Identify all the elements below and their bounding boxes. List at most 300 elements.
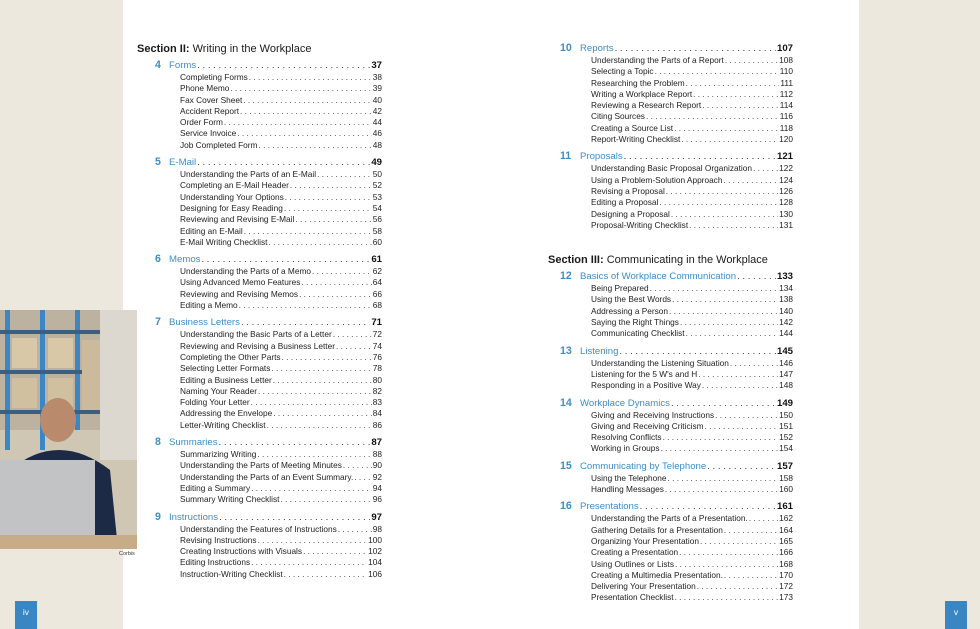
- dot-leader: [724, 570, 778, 581]
- toc-entry[interactable]: [591, 570, 793, 581]
- dot-leader: [700, 536, 778, 547]
- chapter-page-number: 121: [776, 151, 793, 163]
- section-prefix: Section II:: [137, 43, 190, 55]
- toc-entry[interactable]: [591, 536, 793, 547]
- dot-leader: [354, 472, 372, 483]
- chapter-heading[interactable]: [155, 156, 382, 169]
- dot-leader: [284, 569, 367, 580]
- toc-entry[interactable]: [180, 524, 382, 535]
- toc-entry[interactable]: [180, 557, 382, 568]
- entry-title: Creating a Multimedia Presentation.: [591, 569, 723, 580]
- toc-entry[interactable]: [591, 410, 793, 421]
- toc-entry[interactable]: [591, 220, 793, 231]
- dot-leader: [671, 209, 778, 220]
- dot-leader: [615, 42, 776, 55]
- entry-page-number: 118: [779, 122, 793, 133]
- photo-credit: Corbis: [119, 551, 135, 557]
- entry-page-number: 60: [372, 236, 382, 247]
- entry-title: Addressing the Envelope: [180, 408, 273, 419]
- toc-entry[interactable]: [180, 329, 382, 340]
- entry-title: Understanding the Basic Parts of a Letter: [180, 329, 332, 340]
- toc-entry[interactable]: [180, 460, 382, 471]
- entry-title: Reviewing a Research Report: [591, 100, 702, 111]
- dot-leader: [715, 410, 778, 421]
- entry-title: Service Invoice: [180, 128, 237, 139]
- entry-title: Accident Report: [180, 105, 240, 116]
- chapter-12: [548, 270, 793, 339]
- dot-leader: [681, 134, 778, 145]
- entry-title: Addressing a Person: [591, 305, 669, 316]
- dot-leader: [753, 163, 778, 174]
- entry-page-number: 142: [779, 317, 793, 328]
- entry-page-number: 126: [779, 185, 793, 196]
- entry-title: Designing for Easy Reading: [180, 202, 283, 213]
- dot-leader: [267, 420, 372, 431]
- toc-entry[interactable]: [591, 175, 793, 186]
- entry-title: Understanding the Features of Instructions: [180, 523, 337, 534]
- dot-leader: [301, 277, 371, 288]
- entry-title: Resolving Conflicts: [591, 432, 662, 443]
- chapter-title[interactable]: Basics of Workplace Communication: [580, 271, 737, 283]
- entry-page-number: 94: [372, 482, 382, 493]
- chapter-8: [137, 436, 382, 505]
- toc-entry[interactable]: [180, 83, 382, 94]
- page-number-right: v: [945, 601, 967, 629]
- chapter-number: 7: [155, 316, 161, 329]
- dot-leader: [666, 186, 778, 197]
- chapter-14: [548, 397, 793, 455]
- entry-page-number: 50: [372, 169, 382, 180]
- chapter-number: 4: [155, 59, 161, 71]
- entry-title: Editing a Proposal: [591, 197, 659, 208]
- toc-entry[interactable]: [591, 473, 793, 484]
- entry-page-number: 106: [368, 568, 382, 579]
- entry-page-number: 144: [779, 328, 793, 339]
- toc-entry[interactable]: [591, 317, 793, 328]
- entry-page-number: 150: [779, 409, 793, 420]
- chapter-title[interactable]: Listening: [580, 345, 619, 357]
- toc-entry[interactable]: [591, 547, 793, 558]
- dot-leader: [303, 546, 367, 557]
- chapter-heading[interactable]: [560, 345, 793, 358]
- entry-page-number: 48: [372, 139, 382, 150]
- chapter-13: [548, 345, 793, 392]
- entry-title: E-Mail Writing Checklist: [180, 236, 268, 247]
- toc-entry[interactable]: [180, 95, 382, 106]
- chapter-heading[interactable]: [155, 436, 382, 449]
- dot-leader: [689, 220, 778, 231]
- toc-entry[interactable]: [591, 306, 793, 317]
- entry-page-number: 152: [779, 432, 793, 443]
- dot-leader: [251, 397, 372, 408]
- toc-entry[interactable]: [591, 484, 793, 495]
- toc-entry[interactable]: [180, 386, 382, 397]
- chapter-heading[interactable]: [560, 150, 793, 163]
- entry-title: Communicating Checklist: [591, 328, 685, 339]
- chapter-number: 15: [560, 459, 572, 472]
- entry-title: Understanding Basic Proposal Organization: [591, 163, 752, 174]
- toc-entry[interactable]: [180, 472, 382, 483]
- toc-entry[interactable]: [180, 72, 382, 83]
- dot-leader: [282, 352, 372, 363]
- entry-title: Saying the Right Things: [591, 317, 679, 328]
- toc-entry[interactable]: [591, 134, 793, 145]
- chapter-title[interactable]: Business Letters: [169, 317, 240, 329]
- chapter-number: 6: [155, 253, 161, 266]
- entry-title: Phone Memo: [180, 83, 230, 94]
- entry-title: Revising Instructions: [180, 534, 257, 545]
- toc-entry[interactable]: [591, 328, 793, 339]
- toc-entry[interactable]: [180, 397, 382, 408]
- entry-page-number: 62: [372, 266, 382, 277]
- chapter-9: [137, 511, 382, 580]
- chapter-heading[interactable]: [560, 500, 793, 513]
- toc-entry[interactable]: [591, 66, 793, 77]
- toc-entry[interactable]: [180, 106, 382, 117]
- entry-title: Giving and Receiving Instructions: [591, 409, 715, 420]
- entry-page-number: 54: [372, 202, 382, 213]
- toc-entry[interactable]: [591, 186, 793, 197]
- entry-page-number: 160: [779, 484, 793, 495]
- chapter-heading[interactable]: [155, 253, 382, 266]
- entry-title: Presentation Checklist: [591, 592, 674, 603]
- chapter-number: 8: [155, 436, 161, 449]
- toc-entry[interactable]: [180, 203, 382, 214]
- entry-page-number: 78: [372, 363, 382, 374]
- toc-entry[interactable]: [591, 559, 793, 570]
- chapter-page-number: 37: [371, 60, 382, 71]
- toc-entry[interactable]: [591, 294, 793, 305]
- section-title: Communicating in the Workplace: [606, 254, 768, 267]
- toc-entry[interactable]: [591, 513, 793, 524]
- chapter-heading[interactable]: [155, 511, 382, 524]
- entry-title: Listening for the 5 W's and H: [591, 368, 698, 379]
- chapter-number: 16: [560, 500, 572, 513]
- entry-page-number: 74: [372, 340, 382, 351]
- dot-leader: [686, 78, 780, 89]
- dot-leader: [674, 123, 779, 134]
- entry-page-number: 82: [372, 385, 382, 396]
- chapter-number: 9: [155, 510, 161, 523]
- entry-page-number: 104: [368, 557, 382, 568]
- toc-entry[interactable]: [180, 363, 382, 374]
- entry-page-number: 44: [372, 117, 382, 128]
- toc-entry[interactable]: [180, 408, 382, 419]
- entry-title: Understanding Your Options: [180, 191, 284, 202]
- entry-page-number: 131: [779, 219, 793, 230]
- entry-title: Reviewing and Revising Memos: [180, 288, 299, 299]
- dot-leader: [240, 106, 372, 117]
- entry-title: Citing Sources: [591, 111, 645, 122]
- toc-entry[interactable]: [591, 78, 793, 89]
- entry-title: Editing a Business Letter: [180, 374, 272, 385]
- toc-entry[interactable]: [180, 214, 382, 225]
- toc-entry[interactable]: [591, 89, 793, 100]
- chapter-title[interactable]: Forms: [169, 60, 197, 71]
- chapter-heading[interactable]: [560, 42, 793, 55]
- chapter-list: [137, 59, 382, 580]
- entry-title: Creating a Presentation: [591, 547, 679, 558]
- entry-page-number: 80: [372, 374, 382, 385]
- chapter-15: [548, 460, 793, 496]
- toc-entry[interactable]: [591, 55, 793, 66]
- toc-entry[interactable]: [180, 483, 382, 494]
- dot-leader: [197, 59, 370, 72]
- entry-page-number: 53: [372, 191, 382, 202]
- chapter-heading[interactable]: [560, 270, 793, 283]
- dot-leader: [243, 95, 372, 106]
- entry-title: Summary Writing Checklist: [180, 494, 280, 505]
- entry-page-number: 124: [779, 174, 793, 185]
- chapter-number: 13: [560, 344, 572, 357]
- toc-entry[interactable]: [180, 375, 382, 386]
- entry-title: Being Prepared: [591, 283, 649, 294]
- chapter-heading[interactable]: [560, 460, 793, 473]
- entry-page-number: 90: [372, 460, 382, 471]
- dot-leader: [257, 449, 371, 460]
- toc-entry[interactable]: [591, 525, 793, 536]
- section-heading-ii: [137, 42, 382, 56]
- toc-entry[interactable]: [180, 237, 382, 248]
- dot-leader: [705, 421, 779, 432]
- entry-title: Using Outlines or Lists: [591, 558, 675, 569]
- toc-entry[interactable]: [180, 192, 382, 203]
- entry-page-number: 168: [779, 558, 793, 569]
- toc-entry[interactable]: [180, 546, 382, 557]
- toc-entry[interactable]: [591, 592, 793, 603]
- entry-page-number: 112: [779, 88, 793, 99]
- section-title: Writing in the Workplace: [192, 43, 312, 55]
- dot-leader: [702, 100, 779, 111]
- entry-page-number: 100: [368, 534, 382, 545]
- toc-entry[interactable]: [591, 443, 793, 454]
- entry-title: Reviewing and Revising a Business Letter: [180, 340, 335, 351]
- section-spacer: [548, 236, 793, 253]
- dot-leader: [702, 380, 778, 391]
- entry-page-number: 111: [780, 77, 793, 88]
- toc-entry[interactable]: [180, 535, 382, 546]
- dot-leader: [675, 559, 778, 570]
- entry-title: Proposal-Writing Checklist: [591, 219, 689, 230]
- entry-page-number: 46: [372, 128, 382, 139]
- entry-title: Fax Cover Sheet: [180, 94, 243, 105]
- entry-title: Editing Instructions: [180, 557, 251, 568]
- dot-leader: [268, 237, 371, 248]
- toc-entry[interactable]: [180, 128, 382, 139]
- entry-title: Completing Forms: [180, 72, 248, 82]
- toc-entry[interactable]: [180, 180, 382, 191]
- toc-entry[interactable]: [180, 420, 382, 431]
- chapter-7: [137, 316, 382, 431]
- entry-title: Understanding the Parts of an Event Summary.: [180, 471, 354, 482]
- entry-page-number: 146: [779, 357, 793, 368]
- entry-title: Editing a Summary: [180, 482, 251, 493]
- chapter-title[interactable]: Proposals: [580, 151, 623, 163]
- dot-leader: [317, 169, 372, 180]
- dot-leader: [724, 525, 778, 536]
- dot-leader: [671, 397, 776, 410]
- chapter-list: [548, 270, 793, 604]
- chapter-list: [548, 42, 793, 231]
- toc-entry[interactable]: [591, 421, 793, 432]
- toc-entry[interactable]: [180, 169, 382, 180]
- entry-page-number: 148: [779, 380, 793, 391]
- toc-entry[interactable]: [180, 277, 382, 288]
- toc-entry[interactable]: [180, 494, 382, 505]
- entry-page-number: 102: [368, 546, 382, 557]
- dot-leader: [693, 89, 779, 100]
- entry-page-number: 154: [779, 443, 793, 454]
- dot-leader: [201, 253, 370, 266]
- toc-entry[interactable]: [180, 117, 382, 128]
- entry-title: Using the Telephone: [591, 472, 667, 483]
- toc-entry[interactable]: [180, 266, 382, 277]
- entry-title: Order Form: [180, 117, 223, 128]
- dot-leader: [668, 473, 779, 484]
- entry-page-number: 158: [779, 472, 793, 483]
- entry-page-number: 147: [779, 368, 793, 379]
- dot-leader: [663, 432, 779, 443]
- chapter-title[interactable]: Memos: [169, 254, 201, 266]
- chapter-title[interactable]: E-Mail: [169, 157, 197, 169]
- dot-leader: [299, 289, 372, 300]
- chapter-10: [548, 42, 793, 145]
- entry-page-number: 66: [372, 288, 382, 299]
- dot-leader: [251, 557, 367, 568]
- dot-leader: [258, 386, 372, 397]
- chapter-heading[interactable]: [560, 397, 793, 410]
- dot-leader: [686, 328, 779, 339]
- entry-page-number: 140: [779, 305, 793, 316]
- toc-entry[interactable]: [591, 111, 793, 122]
- dot-leader: [659, 197, 778, 208]
- entry-title: Creating a Source List: [591, 122, 674, 133]
- toc-entry[interactable]: [591, 581, 793, 592]
- chapter-page-number: 87: [371, 437, 382, 449]
- toc-entry[interactable]: [180, 352, 382, 363]
- toc-entry[interactable]: [591, 432, 793, 443]
- toc-entry[interactable]: [180, 569, 382, 580]
- dot-leader: [230, 83, 371, 94]
- toc-entry[interactable]: [180, 226, 382, 237]
- entry-page-number: 165: [779, 535, 793, 546]
- entry-title: Editing an E-Mail: [180, 225, 243, 236]
- chapter-heading[interactable]: [155, 59, 382, 72]
- entry-title: Using the Best Words: [591, 294, 672, 305]
- entry-title: Selecting Letter Formats: [180, 363, 271, 374]
- entry-title: Selecting a Topic: [591, 66, 654, 77]
- entry-page-number: 96: [372, 494, 382, 505]
- entry-page-number: 151: [779, 420, 793, 431]
- entry-title: Reviewing and Revising E-Mail: [180, 214, 295, 225]
- toc-entry[interactable]: [591, 163, 793, 174]
- chapter-title[interactable]: Summaries: [169, 437, 218, 449]
- toc-entry[interactable]: [180, 300, 382, 311]
- chapter-number: 10: [560, 42, 572, 54]
- chapter-6: [137, 253, 382, 311]
- chapter-4: [137, 59, 382, 151]
- entry-title: Summarizing Writing: [180, 449, 257, 460]
- toc-entry[interactable]: [180, 449, 382, 460]
- dot-leader: [258, 140, 371, 151]
- chapter-number: 5: [155, 156, 161, 169]
- toc-entry[interactable]: [591, 100, 793, 111]
- entry-page-number: 128: [779, 197, 793, 208]
- chapter-number: 14: [560, 396, 572, 409]
- entry-page-number: 92: [372, 471, 382, 482]
- chapter-title[interactable]: Communicating by Telephone: [580, 460, 707, 472]
- dot-leader: [239, 300, 372, 311]
- chapter-title[interactable]: Workplace Dynamics: [580, 397, 670, 409]
- chapter-number: 11: [560, 150, 572, 163]
- entry-page-number: 68: [372, 300, 382, 311]
- toc-entry[interactable]: [591, 123, 793, 134]
- section-prefix: Section III:: [548, 254, 604, 267]
- dot-leader: [624, 150, 776, 163]
- entry-page-number: 39: [372, 83, 382, 94]
- chapter-page-number: 133: [776, 271, 793, 283]
- entry-page-number: 86: [372, 419, 382, 430]
- dot-leader: [661, 443, 779, 454]
- entry-page-number: 56: [372, 214, 382, 225]
- entry-title: Understanding the Parts of a Presentation.: [591, 513, 748, 524]
- chapter-page-number: 157: [776, 460, 793, 472]
- toc-entry[interactable]: [591, 358, 793, 369]
- entry-page-number: 84: [372, 408, 382, 419]
- entry-title: Understanding the Parts of a Report: [591, 55, 724, 65]
- entry-page-number: 88: [372, 449, 382, 460]
- entry-title: Understanding the Parts of Meeting Minutes: [180, 460, 342, 471]
- toc-left-column: [137, 42, 382, 585]
- dot-leader: [290, 180, 372, 191]
- dot-leader: [650, 283, 778, 294]
- toc-entry[interactable]: [180, 140, 382, 151]
- entry-title: Gathering Details for a Presentation: [591, 524, 723, 535]
- toc-entry[interactable]: [591, 209, 793, 220]
- entry-page-number: 134: [779, 283, 793, 294]
- toc-entry[interactable]: [591, 380, 793, 391]
- chapter-page-number: 61: [371, 254, 382, 266]
- dot-leader: [273, 375, 372, 386]
- toc-entry[interactable]: [591, 283, 793, 294]
- entry-page-number: 138: [779, 294, 793, 305]
- entry-title: Report-Writing Checklist: [591, 134, 681, 145]
- chapter-16: [548, 500, 793, 603]
- entry-page-number: 162: [779, 513, 793, 524]
- entry-page-number: 98: [372, 523, 382, 534]
- dot-leader: [251, 483, 372, 494]
- chapter-page-number: 149: [776, 397, 793, 409]
- toc-entry[interactable]: [591, 369, 793, 380]
- dot-leader: [675, 592, 779, 603]
- chapter-title[interactable]: Reports: [580, 43, 614, 54]
- dot-leader: [224, 117, 372, 128]
- entry-page-number: 58: [372, 225, 382, 236]
- toc-entry[interactable]: [591, 197, 793, 208]
- entry-title: Delivering Your Presentation: [591, 581, 696, 592]
- entry-title: Creating Instructions with Visuals: [180, 546, 303, 557]
- entry-title: Designing a Proposal: [591, 208, 670, 219]
- entry-page-number: 76: [372, 351, 382, 362]
- chapter-title[interactable]: Presentations: [580, 501, 639, 513]
- dot-leader: [723, 175, 778, 186]
- toc-entry[interactable]: [180, 341, 382, 352]
- chapter-heading[interactable]: [155, 316, 382, 329]
- dot-leader: [669, 306, 778, 317]
- chapter-title[interactable]: Instructions: [169, 511, 219, 523]
- toc-entry[interactable]: [180, 289, 382, 300]
- warehouse-worker-photo: [0, 310, 137, 549]
